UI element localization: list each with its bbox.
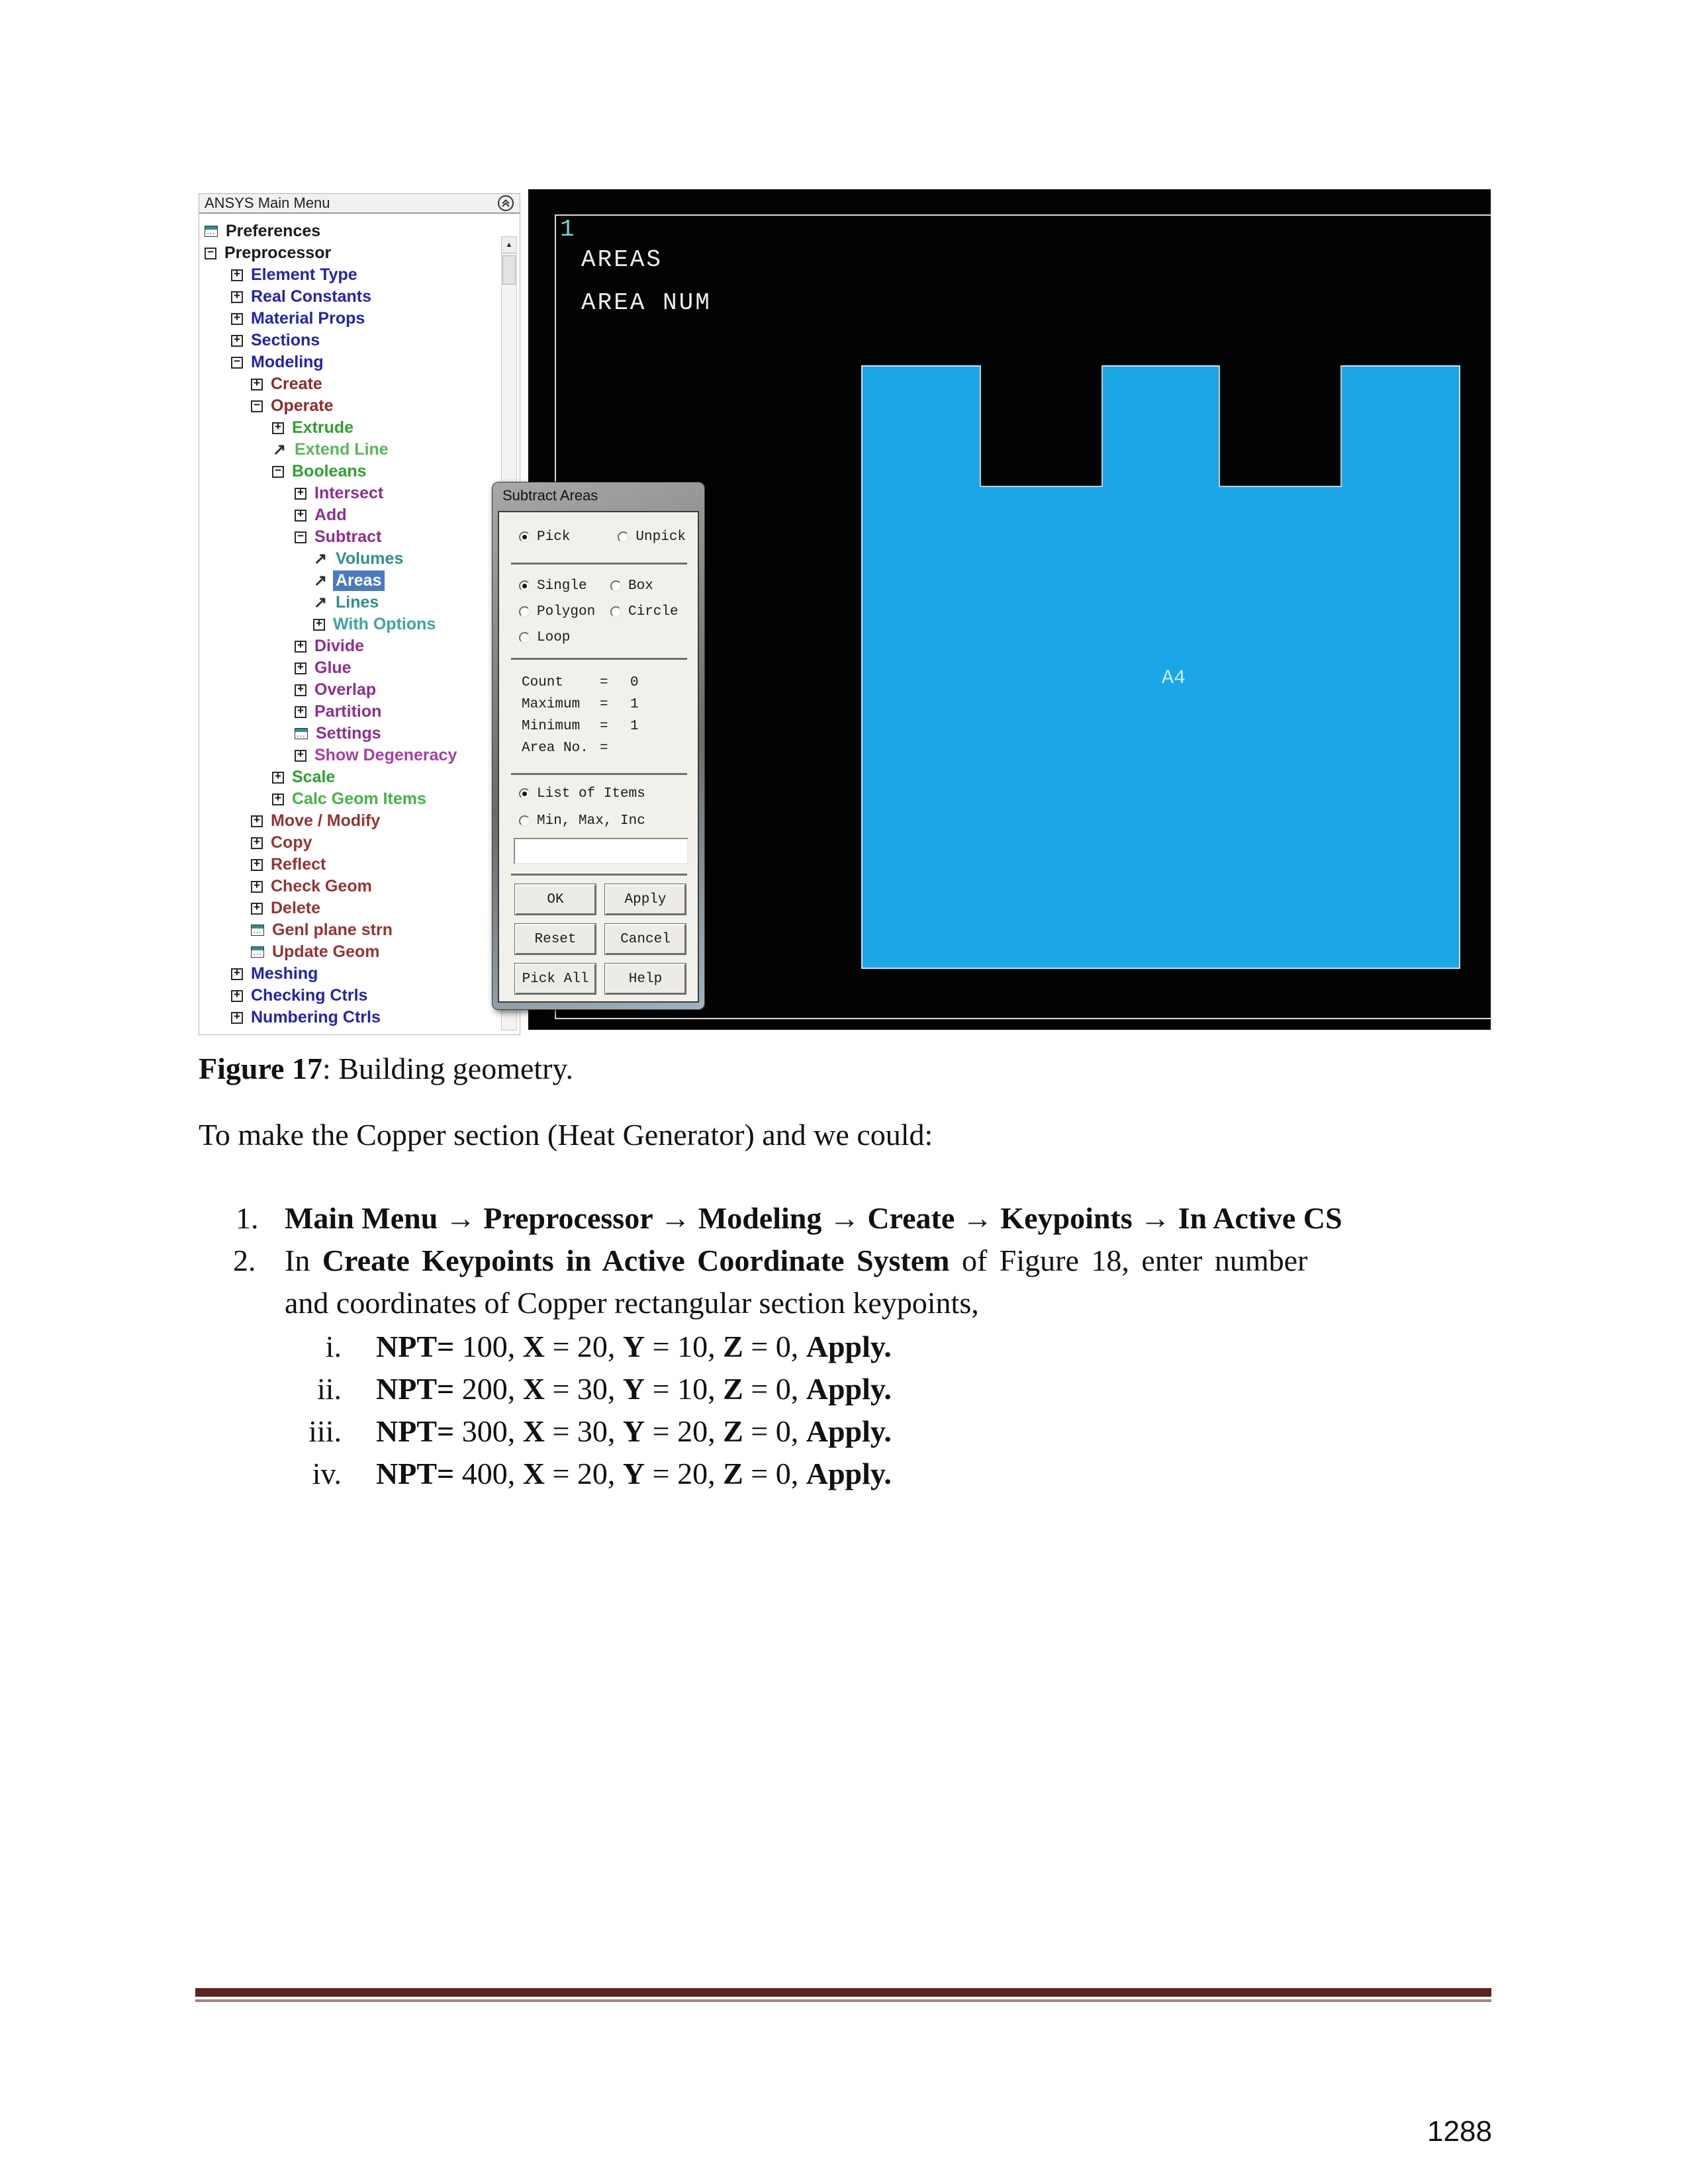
text-segment: Apply. (806, 1330, 892, 1363)
tree-item-glue[interactable] (199, 657, 520, 679)
tree-item-label: Operate (271, 396, 334, 415)
subitem-number: ii. (316, 1372, 342, 1406)
tree-item-label: Intersect (314, 484, 384, 502)
collapse-icon[interactable]: − (231, 357, 243, 369)
collapse-icon[interactable]: − (295, 531, 306, 543)
plot-subtitle-area-num: AREA NUM (581, 289, 712, 316)
tree-item-booleans[interactable] (199, 461, 520, 482)
tree-item-label: Volumes (336, 549, 404, 568)
text-segment: 200, (454, 1372, 523, 1406)
stat-name: Minimum (522, 719, 581, 734)
tree-item-material-props[interactable] (199, 308, 520, 330)
expand-icon[interactable]: + (251, 903, 263, 915)
separator (511, 563, 687, 565)
text-segment: X (522, 1330, 545, 1363)
building-geometry-area[interactable] (861, 365, 1460, 969)
text-segment: Apply. (806, 1414, 892, 1448)
tree-item-genl-plane-strn[interactable] (199, 919, 520, 941)
radio-min-max-inc[interactable] (519, 813, 645, 829)
expand-icon[interactable]: + (295, 684, 306, 696)
text-segment: = 20, (645, 1457, 724, 1490)
pick-shape-radio-group (519, 578, 679, 645)
stat-name: Area No. (522, 741, 588, 756)
text-segment: Apply. (806, 1372, 892, 1406)
text-segment: 400, (454, 1457, 523, 1490)
radio-polygon[interactable] (519, 604, 610, 619)
expand-icon[interactable]: + (295, 641, 306, 653)
main-menu-titlebar (199, 194, 520, 214)
expand-icon[interactable]: + (295, 488, 306, 500)
tree-item-create[interactable] (199, 373, 520, 395)
dialog-icon[interactable] (295, 728, 308, 739)
subitem-iv (285, 1456, 892, 1498)
tree-item-label: Genl plane strn (272, 921, 393, 939)
radio-label: Single (537, 578, 587, 594)
subitem-text (376, 1414, 892, 1449)
text-segment: In (285, 1244, 322, 1277)
reset-button[interactable]: Reset (515, 924, 596, 954)
collapse-icon[interactable]: − (272, 466, 284, 478)
stat-value: 0 (630, 675, 639, 690)
radio-circle[interactable] (610, 604, 679, 619)
plot-title-areas: AREAS (581, 246, 663, 273)
tree-item-preprocessor[interactable] (199, 242, 520, 264)
text-segment: = 30, (544, 1372, 623, 1406)
stat-eq: = (600, 741, 608, 756)
text-segment: = 0, (743, 1414, 806, 1448)
tree-item-label: Modeling (251, 353, 324, 371)
radio-circle-icon (610, 580, 622, 592)
subtract-areas-dialog (492, 482, 705, 1010)
stat-value: 1 (630, 719, 639, 734)
ok-button[interactable]: OK (515, 884, 596, 915)
tree-item-meshing[interactable] (199, 963, 520, 985)
radio-circle-icon (519, 815, 530, 827)
tree-item-with-options[interactable] (199, 614, 520, 635)
radio-circle-icon (519, 606, 530, 617)
tree-item-intersect[interactable] (199, 482, 520, 504)
radio-circle-icon (618, 531, 629, 543)
radio-loop[interactable] (519, 630, 610, 645)
tree-item-lines[interactable] (199, 592, 520, 614)
subitem-text (376, 1456, 892, 1491)
expand-icon[interactable]: + (231, 1012, 243, 1024)
scrollbar-thumb[interactable] (502, 255, 516, 285)
radio-label: Loop (537, 630, 571, 645)
tree-item-label: With Options (333, 615, 436, 633)
text-segment: Y (622, 1457, 645, 1490)
tree-item-label: Overlap (314, 680, 377, 699)
text-segment: = 10, (645, 1330, 724, 1363)
list-mode-radio-group (519, 786, 645, 829)
tree-item-preferences[interactable] (199, 220, 520, 242)
collapse-panel-button[interactable] (497, 195, 514, 212)
stat-area-no (522, 741, 639, 762)
tree-item-label: Delete (271, 899, 321, 917)
tree-item-partition[interactable] (199, 701, 520, 723)
text-segment: = 0, (743, 1330, 806, 1363)
expand-icon[interactable]: + (313, 619, 325, 631)
tree-item-label: Extrude (292, 418, 354, 437)
radio-label: List of Items (537, 786, 645, 801)
subitem-number: iii. (308, 1414, 342, 1448)
tree-item-label: Check Geom (271, 877, 372, 895)
expand-icon[interactable]: + (251, 859, 263, 871)
tree-item-label: Lines (336, 593, 379, 612)
text-segment: Z (723, 1330, 743, 1363)
dialog-body (498, 511, 699, 1003)
stat-eq: = (600, 675, 608, 690)
tree-item-label: Extend Line (295, 440, 389, 459)
tree-item-element-type[interactable] (199, 264, 520, 286)
stat-maximum (522, 697, 639, 719)
tree-item-move-modify[interactable] (199, 810, 520, 832)
radio-pick[interactable] (519, 529, 570, 545)
stat-value: 1 (630, 697, 639, 712)
list-item-2-number: 2. (233, 1244, 256, 1277)
text-segment: of Figure 18, enter number (949, 1244, 1308, 1277)
text-segment: Y (622, 1372, 645, 1406)
radio-circle-icon (610, 606, 622, 617)
expand-icon[interactable]: + (295, 662, 306, 674)
expand-icon[interactable]: + (272, 772, 284, 784)
text-segment: = 20, (544, 1457, 623, 1490)
subitem-number: i. (325, 1330, 342, 1363)
tree-item-operate[interactable] (199, 395, 520, 417)
list-item-1-number: 1. (236, 1201, 259, 1235)
tree-item-divide[interactable] (199, 635, 520, 657)
text-segment: Z (723, 1457, 743, 1490)
tree-item-label: Checking Ctrls (251, 986, 368, 1005)
shortcut-arrow-icon: ↗ (313, 572, 328, 590)
tree-item-label: Partition (314, 702, 382, 721)
expand-icon[interactable]: + (272, 794, 284, 805)
list-item-1-text (285, 1201, 1342, 1236)
radio-label: Unpick (635, 529, 686, 545)
subitem-text (376, 1329, 892, 1364)
tree-item-modeling[interactable] (199, 351, 520, 373)
pick-unpick-radio-group (519, 529, 686, 545)
tree-item-copy[interactable] (199, 832, 520, 854)
area-number-input[interactable] (514, 838, 688, 864)
tree-item-add[interactable] (199, 504, 520, 526)
expand-icon[interactable]: + (272, 422, 284, 434)
list-item-2-line1 (285, 1243, 1307, 1278)
chevron-up-circle-icon (497, 195, 514, 212)
subitem-i (285, 1329, 892, 1371)
radio-circle-icon (519, 632, 530, 643)
stat-name: Count (522, 675, 564, 690)
tree-item-label: Booleans (292, 462, 367, 480)
tree-item-label: Calc Geom Items (292, 790, 426, 808)
expand-icon[interactable]: + (251, 881, 263, 893)
tree-item-update-geom[interactable] (199, 941, 520, 963)
tree-item-overlap[interactable] (199, 679, 520, 701)
keypoint-sublist (285, 1329, 892, 1498)
expand-icon[interactable]: + (251, 379, 263, 390)
tree-item-label: Real Constants (251, 287, 371, 306)
separator (511, 874, 687, 876)
radio-label: Polygon (537, 604, 596, 619)
expand-icon[interactable]: + (231, 291, 243, 303)
radio-circle-icon (519, 580, 530, 592)
radio-label: Min, Max, Inc (537, 813, 645, 829)
shortcut-arrow-icon: ↗ (313, 550, 328, 568)
tree-item-label: Element Type (251, 265, 357, 284)
text-segment: NPT= (376, 1414, 455, 1448)
text-segment: = 30, (544, 1414, 623, 1448)
tree-item-label: Settings (316, 724, 381, 743)
scroll-up-arrow-icon[interactable]: ▲ (502, 237, 516, 253)
intro-paragraph: To make the Copper section (Heat Generator) and we could: (199, 1118, 933, 1152)
expand-icon[interactable]: + (295, 510, 306, 522)
figure-caption-text: : Building geometry. (322, 1052, 573, 1085)
text-segment: = 0, (743, 1457, 806, 1490)
top-notch-left (980, 365, 1103, 487)
radio-list-of-items[interactable] (519, 786, 645, 801)
subitem-number: iv. (312, 1457, 342, 1490)
main-menu-tree (199, 214, 520, 1034)
separator (511, 658, 687, 660)
area-number-label: A4 (1162, 667, 1186, 690)
figure-caption (199, 1051, 573, 1086)
text-segment: Z (723, 1414, 743, 1448)
shortcut-arrow-icon: ↗ (313, 594, 328, 612)
subitem-ii (285, 1371, 892, 1414)
radio-circle-icon (519, 788, 530, 799)
tree-item-label: Create (271, 375, 322, 393)
expand-icon[interactable]: + (251, 815, 263, 827)
expand-icon[interactable]: + (231, 269, 243, 281)
text-segment: X (522, 1457, 545, 1490)
tree-item-label: Meshing (251, 964, 318, 983)
text-segment: X (522, 1414, 545, 1448)
tree-item-check-geom[interactable] (199, 876, 520, 897)
dialog-title: Subtract Areas (502, 487, 598, 504)
text-segment: Main Menu → Preprocessor → Modeling → Create → Keypoints → In Active CS (285, 1201, 1342, 1235)
radio-unpick[interactable] (618, 529, 686, 545)
collapse-icon[interactable]: − (251, 400, 263, 412)
expand-icon[interactable]: + (251, 837, 263, 849)
text-segment: X (522, 1372, 545, 1406)
tree-item-label: Show Degeneracy (314, 746, 457, 764)
tree-item-extrude[interactable] (199, 417, 520, 439)
tree-item-label: Areas (333, 570, 385, 591)
text-segment: = 0, (743, 1372, 806, 1406)
expand-icon[interactable]: + (231, 313, 243, 325)
radio-label: Box (628, 578, 653, 594)
footer-rule-thin (195, 1999, 1491, 2002)
stat-eq: = (600, 697, 608, 712)
tree-item-label: Subtract (314, 527, 382, 546)
ansys-main-menu-panel (199, 193, 520, 1035)
tree-item-scale[interactable] (199, 766, 520, 788)
pick-status-readout (522, 675, 639, 762)
tree-item-label: Copy (271, 833, 312, 852)
tree-item-reflect[interactable] (199, 854, 520, 876)
separator (511, 773, 687, 775)
tree-item-label: Scale (292, 768, 336, 786)
radio-circle-icon (519, 531, 530, 543)
tree-item-volumes[interactable] (199, 548, 520, 570)
subitem-iii (285, 1414, 892, 1456)
tree-item-label: Reflect (271, 855, 326, 874)
radio-single[interactable] (519, 578, 610, 594)
text-segment: = 10, (645, 1372, 724, 1406)
text-segment: Y (622, 1330, 645, 1363)
dialog-buttons (515, 884, 686, 994)
expand-icon[interactable]: + (295, 706, 306, 718)
text-segment: and coordinates of Copper rectangular section keypoints, (285, 1286, 979, 1320)
subitem-text (376, 1371, 892, 1406)
page-number: 1288 (1427, 2115, 1492, 2148)
text-segment: Z (723, 1372, 743, 1406)
window-number-label: 1 (560, 216, 575, 243)
text-segment: NPT= (376, 1457, 455, 1490)
tree-item-show-degeneracy[interactable] (199, 745, 520, 766)
tree-item-extend-line[interactable] (199, 439, 520, 461)
apply-button[interactable]: Apply (605, 884, 686, 915)
radio-label: Circle (628, 604, 679, 619)
collapse-icon[interactable]: − (205, 248, 216, 259)
text-segment: = 20, (645, 1414, 724, 1448)
tree-item-sections[interactable] (199, 330, 520, 351)
dialog-icon[interactable] (251, 925, 264, 936)
tree-item-subtract[interactable] (199, 526, 520, 548)
text-segment: Apply. (806, 1457, 892, 1490)
list-item-2-line2 (285, 1285, 979, 1320)
shortcut-arrow-icon: ↗ (272, 441, 287, 459)
top-notch-right (1219, 365, 1342, 487)
tree-item-label: Glue (314, 659, 352, 677)
radio-label: Pick (537, 529, 571, 545)
dialog-icon[interactable] (205, 226, 218, 237)
tree-item-checking-ctrls[interactable] (199, 985, 520, 1007)
pick-all-button[interactable]: Pick All (515, 964, 596, 994)
text-segment: 100, (454, 1330, 523, 1363)
tree-item-calc-geom-items[interactable] (199, 788, 520, 810)
text-segment: NPT= (376, 1330, 455, 1363)
tree-item-label: Sections (251, 331, 320, 349)
tree-item-numbering-ctrls[interactable] (199, 1007, 520, 1028)
text-segment: 300, (454, 1414, 523, 1448)
tree-item-label: Update Geom (272, 942, 380, 961)
tree-item-settings[interactable] (199, 723, 520, 745)
dialog-icon[interactable] (251, 946, 264, 958)
tree-item-delete[interactable] (199, 897, 520, 919)
main-menu-title: ANSYS Main Menu (205, 195, 330, 211)
stat-count (522, 675, 639, 697)
tree-item-label: Add (314, 506, 347, 524)
expand-icon[interactable]: + (231, 968, 243, 980)
tree-item-label: Preferences (226, 222, 321, 240)
stat-eq: = (600, 719, 608, 734)
stat-name: Maximum (522, 697, 581, 712)
text-segment: = 20, (544, 1330, 623, 1363)
expand-icon[interactable]: + (231, 335, 243, 347)
expand-icon[interactable]: + (295, 750, 306, 762)
figure-caption-number: Figure 17 (199, 1052, 322, 1085)
footer-rule-thick (195, 1988, 1491, 1997)
tree-item-real-constants[interactable] (199, 286, 520, 308)
help-button[interactable]: Help (605, 964, 686, 994)
text-segment: Y (622, 1414, 645, 1448)
text-segment: NPT= (376, 1372, 455, 1406)
tree-item-areas[interactable] (199, 570, 520, 592)
cancel-button[interactable]: Cancel (605, 924, 686, 954)
tree-item-label: Material Props (251, 309, 365, 328)
radio-box[interactable] (610, 578, 679, 594)
tree-item-label: Move / Modify (271, 811, 381, 830)
stat-minimum (522, 719, 639, 741)
tree-item-label: Preprocessor (224, 244, 332, 262)
tree-item-label: Divide (314, 637, 365, 655)
tree-item-label: Numbering Ctrls (251, 1008, 381, 1026)
text-segment: Create Keypoints in Active Coordinate System (322, 1244, 950, 1277)
expand-icon[interactable]: + (231, 990, 243, 1002)
